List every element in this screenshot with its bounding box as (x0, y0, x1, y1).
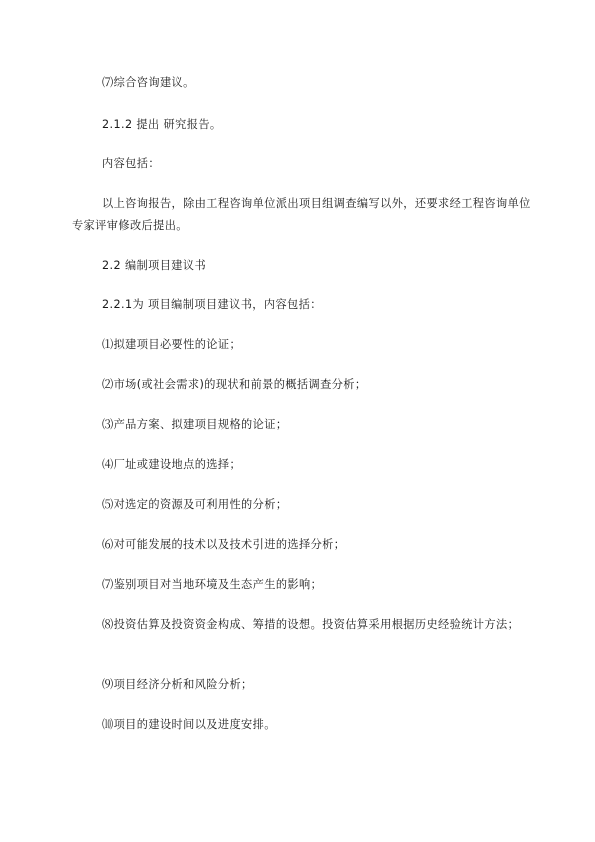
list-item-10: ⑽项目的建设时间以及进度安排。 (102, 718, 276, 731)
heading-2-1-2: 2.1.2 提出 研究报告。 (102, 118, 222, 131)
list-item-1: ⑴拟建项目必要性的论证； (102, 338, 242, 351)
list-item-8: ⑻投资估算及投资资金构成、筹措的设想。投资估算采用根据历史经验统计方法； (102, 618, 520, 631)
list-item-3: ⑶产品方案、拟建项目规格的论证； (102, 418, 288, 431)
paragraph-content-includes: 内容包括： (102, 157, 160, 170)
heading-2-2-1: 2.2.1为 项目编制项目建议书，内容包括： (102, 298, 322, 311)
list-item-4: ⑷厂址或建设地点的选择； (102, 458, 242, 471)
list-item-9: ⑼项目经济分析和风险分析； (102, 678, 253, 691)
list-item-6: ⑹对可能发展的技术以及技术引进的选择分析； (102, 538, 346, 551)
heading-2-2: 2.2 编制项目建议书 (102, 259, 207, 272)
paragraph-comprehensive-advice: ⑺综合咨询建议。 (102, 76, 195, 89)
list-item-5: ⑸对选定的资源及可利用性的分析； (102, 498, 288, 511)
paragraph-consulting-report: 以上咨询报告，除由工程咨询单位派出项目组调查编写以外，还要求经工程咨询单位专家评审修改后提出。 (72, 197, 531, 232)
list-item-2: ⑵市场(或社会需求)的现状和前景的概括调查分析； (102, 378, 367, 391)
list-item-7: ⑺鉴别项目对当地环境及生态产生的影响； (102, 578, 323, 591)
